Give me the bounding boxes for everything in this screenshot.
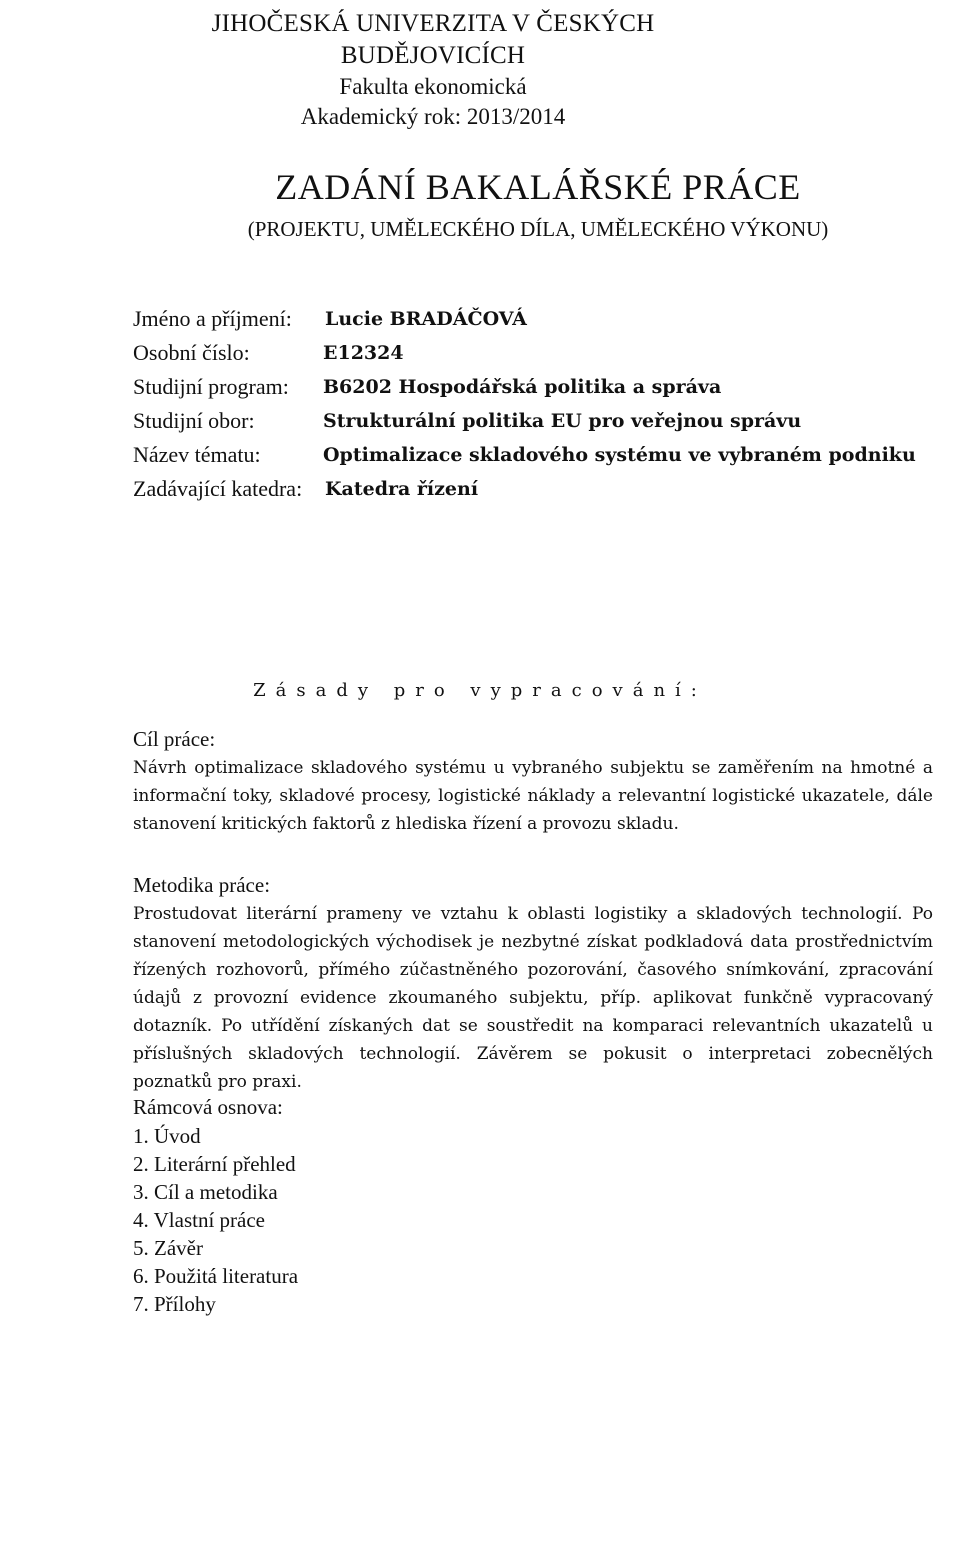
document-title-block [133,164,943,244]
document-header [133,4,733,132]
document-title: ZADÁNÍ BAKALÁŘSKÉ PRÁCE [275,167,801,207]
info-row-department [133,472,933,506]
principles-heading: Zásady pro vypracování: [253,680,707,701]
university-name: JIHOČESKÁ UNIVERZITA V ČESKÝCH BUDĚJOVICÍCH [211,10,655,69]
department-label: Zadávající katedra: [133,476,303,501]
department-value: Katedra řízení [325,478,479,500]
info-row-topic [133,438,933,472]
topic-value: Optimalizace skladového systému ve vybraném podniku [323,444,916,466]
outline-item: 5. Závěr [133,1236,203,1260]
goal-heading: Cíl práce: [133,727,216,751]
info-row-name [133,302,933,336]
id-value: E12324 [323,342,404,364]
name-label: Jméno a příjmení: [133,306,292,331]
info-row-id [133,336,933,370]
field-label: Studijní obor: [133,408,255,433]
outline-item: 1. Úvod [133,1124,201,1148]
outline-item: 2. Literární přehled [133,1152,296,1176]
goal-text: Návrh optimalizace skladového systému u vybraného subjektu se zaměřením na hmotné a informační toky, skladové procesy, logistické náklady a relevantní logistické ukazatele, dále stanovení kritických faktorů z hlediska řízení a provozu skladu. [133,758,933,834]
methodology-text: Prostudovat literární prameny ve vztahu k oblasti logistiky a skladových technologií. Po stanovení metodologických východisek je nezbytné získat podkladová data prostřednictvím řízených rozhovorů, přímého zúčastněného pozorování, časového snímkování, zpracování údajů z provozní evidence zkoumaného subjektu, příp. aplikovat funkčně vypracovaný dotazník. Po utřídění získaných dat se soustředit na komparaci relevantních ukazatelů u příslušných skladových technologií. Závěrem se pokusit o interpretaci zobecnělých poznatků pro praxi. [133,904,933,1092]
academic-year: Akademický rok: 2013/2014 [300,104,566,129]
program-value: B6202 Hospodářská politika a správa [323,376,722,398]
name-value: Lucie BRADÁČOVÁ [325,308,527,330]
id-label: Osobní číslo: [133,340,250,365]
outline-item: 4. Vlastní práce [133,1208,265,1232]
student-info [133,302,933,506]
outline-item: 7. Přílohy [133,1292,216,1316]
outline-item: 6. Použitá literatura [133,1264,299,1288]
methodology-section [133,870,933,1096]
info-row-field [133,404,933,438]
outline-list [133,1122,298,1318]
info-row-program [133,370,933,404]
goal-section [133,724,933,838]
document-subtitle: (PROJEKTU, UMĚLECKÉHO DÍLA, UMĚLECKÉHO VÝKONU) [247,217,829,241]
faculty-name: Fakulta ekonomická [339,74,527,99]
program-label: Studijní program: [133,374,289,399]
outline-item: 3. Cíl a metodika [133,1180,278,1204]
outline-section [133,1092,298,1318]
topic-label: Název tématu: [133,442,261,467]
field-value: Strukturální politika EU pro veřejnou správu [323,410,802,432]
methodology-heading: Metodika práce: [133,873,271,897]
outline-heading: Rámcová osnova: [133,1095,283,1119]
